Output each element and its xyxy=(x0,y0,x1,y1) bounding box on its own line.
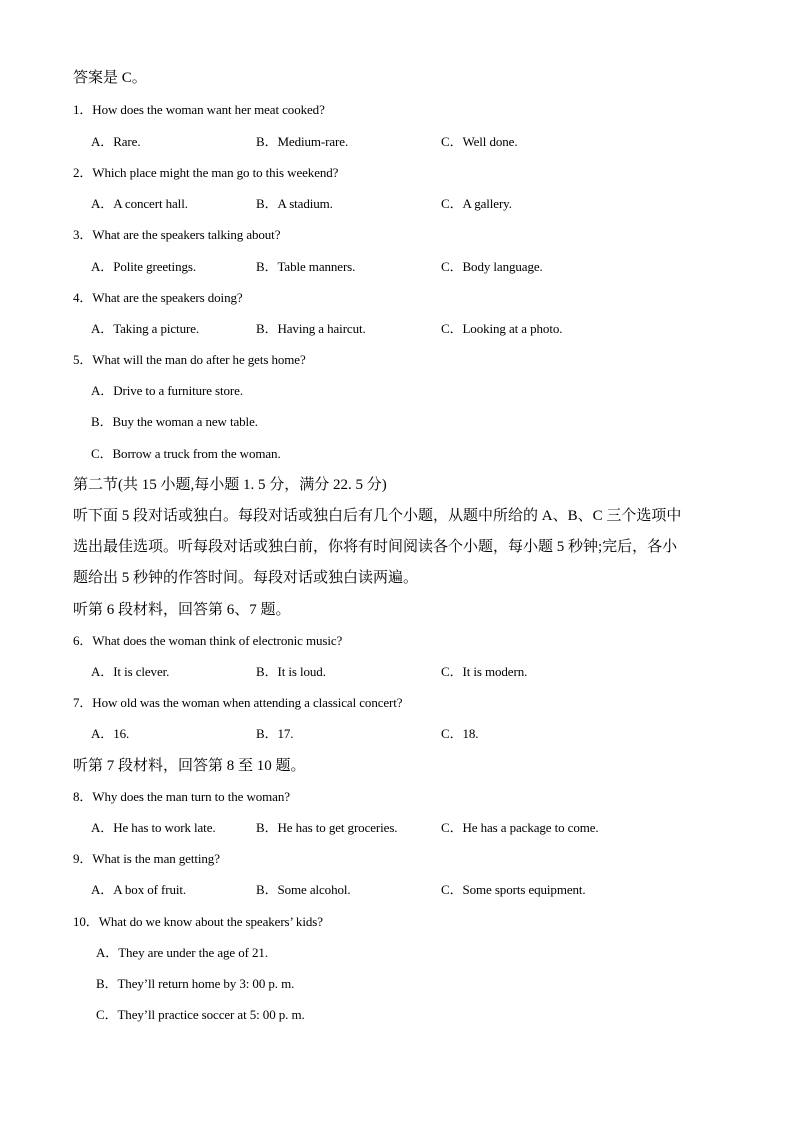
question-1-option-c: C．Well done. xyxy=(441,134,518,149)
question-8-stem: 8．Why does the man turn to the woman? xyxy=(73,789,290,804)
question-4-option-b: B．Having a haircut. xyxy=(256,321,366,336)
question-4-stem: 4．What are the speakers doing? xyxy=(73,290,243,305)
question-1-stem: 1．How does the woman want her meat cooked? xyxy=(73,102,325,117)
section-2-instruction-line-3: 题给出 5 秒钟的作答时间。每段对话或独白读两遍。 xyxy=(73,570,419,586)
question-5-option-c: C．Borrow a truck from the woman. xyxy=(91,446,281,461)
question-9-option-b: B．Some alcohol. xyxy=(256,882,351,897)
question-9-option-c: C．Some sports equipment. xyxy=(441,882,586,897)
question-6-option-c: C．It is modern. xyxy=(441,664,528,679)
question-3-option-a: A．Polite greetings. xyxy=(91,259,196,274)
question-5-stem: 5．What will the man do after he gets home? xyxy=(73,352,306,367)
question-4-option-a: A．Taking a picture. xyxy=(91,321,200,336)
question-5-option-b: B．Buy the woman a new table. xyxy=(91,414,258,429)
question-8-option-b: B．He has to get groceries. xyxy=(256,820,398,835)
question-6-stem: 6．What does the woman think of electronic music? xyxy=(73,633,343,648)
question-1-option-b: B．Medium-rare. xyxy=(256,134,349,149)
section-2-heading: 第二节(共 15 小题,每小题 1. 5 分，满分 22. 5 分) xyxy=(73,477,387,493)
question-6-option-a: A．It is clever. xyxy=(91,664,170,679)
section-2-instruction-line-1: 听下面 5 段对话或独白。每段对话或独白后有几个小题，从题中所给的 A、B、C 三个选项中 xyxy=(73,508,682,524)
answer-note: 答案是 C。 xyxy=(73,70,147,86)
question-2-option-a: A．A concert hall. xyxy=(91,196,188,211)
question-10-option-a: A．They are under the age of 21. xyxy=(96,945,268,960)
question-6-option-b: B．It is loud. xyxy=(256,664,326,679)
question-3-option-b: B．Table manners. xyxy=(256,259,356,274)
question-8-option-c: C．He has a package to come. xyxy=(441,820,599,835)
question-2-stem: 2．Which place might the man go to this weekend? xyxy=(73,165,339,180)
question-8-option-a: A．He has to work late. xyxy=(91,820,216,835)
question-7-stem: 7．How old was the woman when attending a classical concert? xyxy=(73,695,403,710)
question-10-option-c: C．They’ll practice soccer at 5: 00 p. m. xyxy=(96,1007,305,1022)
question-7-option-b: B．17. xyxy=(256,726,294,741)
section-2-instruction-line-2: 选出最佳选项。听每段对话或独白前，你将有时间阅读各个小题，每小题 5 秒钟;完后，各小 xyxy=(73,539,678,555)
question-9-stem: 9．What is the man getting? xyxy=(73,851,220,866)
question-2-option-b: B．A stadium. xyxy=(256,196,333,211)
question-3-option-c: C．Body language. xyxy=(441,259,543,274)
question-1-option-a: A．Rare. xyxy=(91,134,141,149)
question-2-option-c: C．A gallery. xyxy=(441,196,512,211)
question-7-option-a: A．16. xyxy=(91,726,130,741)
material-6-heading: 听第 6 段材料，回答第 6、7 题。 xyxy=(73,602,291,618)
question-4-option-c: C．Looking at a photo. xyxy=(441,321,563,336)
question-7-option-c: C．18. xyxy=(441,726,479,741)
question-10-stem: 10．What do we know about the speakers’ kids? xyxy=(73,914,323,929)
question-9-option-a: A．A box of fruit. xyxy=(91,882,187,897)
question-3-stem: 3．What are the speakers talking about? xyxy=(73,227,281,242)
question-5-option-a: A．Drive to a furniture store. xyxy=(91,383,243,398)
question-10-option-b: B．They’ll return home by 3: 00 p. m. xyxy=(96,976,295,991)
material-7-heading: 听第 7 段材料，回答第 8 至 10 题。 xyxy=(73,758,306,774)
